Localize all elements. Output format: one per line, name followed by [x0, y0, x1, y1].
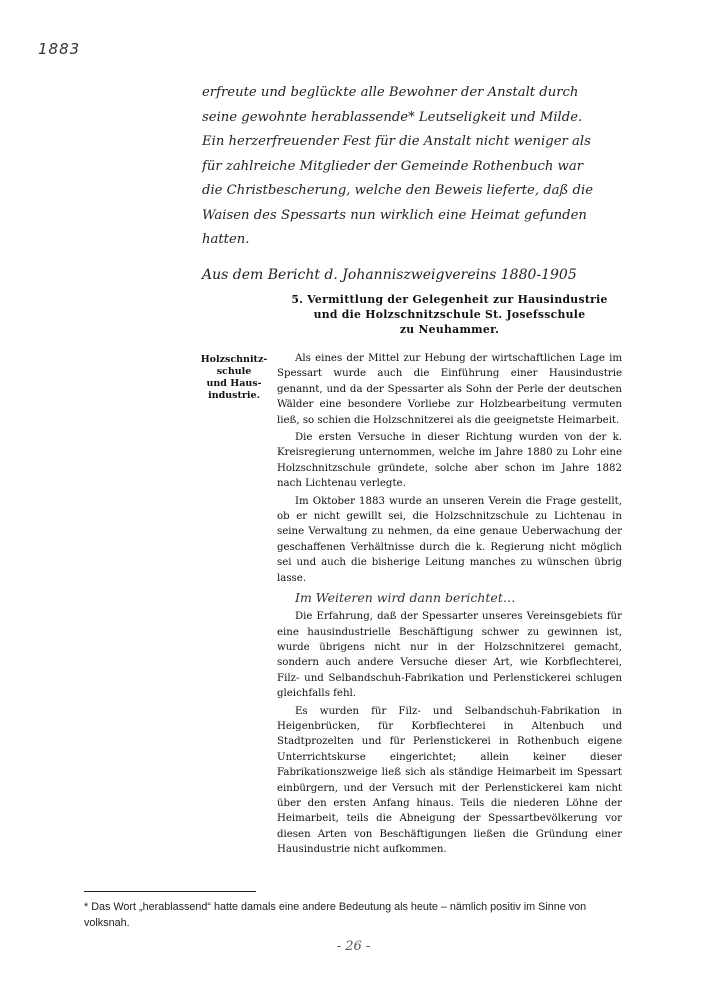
section-heading-line: und die Holzschnitzschule St. Josefsschule	[313, 308, 586, 321]
excerpt-paragraph: Die ersten Versuche in dieser Richtung wurden von der k. Kreisregierung unternommen, welche im Jahre 1880 zu Lohr eine Holzschnitzschule gründete, solche aber schon im Jahre 1882 nach Lichtenau verlegte.	[277, 432, 622, 490]
excerpt-paragraph: Als eines der Mittel zur Hebung der wirtschaftlichen Lage im Spessart wurde auch die Einführung einer Hausindustrie genannt, und da der Spessarter als Sohn der Perle der deutschen Wälder eine besondere Vorliebe zur Holzbearbeitung vermuten ließ, so schien die Holzschnitzerei als die geeignetste Heimarbeit.	[277, 353, 622, 426]
footnote-divider	[84, 891, 256, 892]
margin-note-line: schule	[216, 366, 252, 377]
margin-note-line: Holzschnitz-	[200, 354, 268, 365]
handwritten-line: erfreute und beglückte alle Bewohner der Anstalt durch	[202, 85, 579, 100]
handwritten-line: Ein herzerfreuender Fest für die Anstalt nicht weniger als	[202, 134, 591, 149]
handwritten-text	[202, 81, 622, 287]
year-header: 1883	[38, 40, 81, 58]
section-heading	[277, 292, 622, 337]
handwritten-line: für zahlreiche Mitglieder der Gemeinde Rothenbuch war	[202, 158, 583, 174]
handwritten-line: die Christbescherung, welche den Beweis lieferte, daß die	[202, 183, 594, 198]
excerpt-paragraph: Im Oktober 1883 wurde an unseren Verein die Frage gestellt, ob er nicht gewillt sei, die Holzschnitzschule zu Lichtenau in seine Verwaltung zu nehmen, da eine genaue Ueberwachung der geschaffenen Verhältnisse durch die k. Regierung nicht möglich sei und auch die bisherige Leitung manches zu wünschen übrig lasse.	[277, 495, 622, 584]
page-number: - 26 -	[336, 939, 371, 954]
margin-note	[199, 354, 269, 402]
handwritten-line: hatten.	[202, 232, 250, 247]
handwritten-line: seine gewohnte herablassende* Leutseligkeit und Milde.	[202, 109, 583, 125]
handwritten-line: Waisen des Spessarts nun wirklich eine Heimat gefunden	[202, 207, 587, 223]
excerpt-body	[277, 351, 622, 586]
source-caption: Aus dem Bericht d. Johanniszweigvereins 1880-1905	[202, 266, 577, 283]
scanned-excerpt	[200, 292, 623, 860]
margin-note-line: industrie.	[208, 390, 260, 401]
section-heading-line: 5. Vermittlung der Gelegenheit zur Hausindustrie	[291, 293, 608, 306]
excerpt-paragraph: Die Erfahrung, daß der Spessarter unseres Vereinsgebiets für eine hausindustrielle Beschäftigung schwer zu gewinnen ist, wurde übrigens nicht nur in der Holzschnitzerei gemacht, sondern auch andere Versuche dieser Art, wie Korbflechterei, Filz- und Selbandschuh-Fabrikation und Perlenstickerei schlugen gleichfalls fehl.	[277, 611, 622, 700]
section-heading-line: zu Neuhammer.	[399, 323, 500, 336]
handwritten-inline-note: Im Weiteren wird dann berichtet…	[295, 590, 516, 606]
footnote: * Das Wort „herablassend“ hatte damals eine andere Bedeutung als heute – nämlich positiv im Sinne von volksnah.	[84, 901, 587, 929]
excerpt-body-continued	[277, 609, 622, 858]
margin-note-line: und Haus-	[206, 378, 262, 389]
excerpt-paragraph: Es wurden für Filz- und Selbandschuh-Fabrikation in Heigenbrücken, für Korbflechterei in Altenbuch und Stadtprozelten und für Perlenstickerei in Rothenbuch eigene Unterrichtskurse eingerichtet; allein keiner dieser Fabrikationszweige ließ sich als ständige Heimarbeit im Spessart einbürgern, und der Versuch mit der Perlenstickerei kam nicht über den ersten Anfang hinaus. Teils die niederen Löhne der Heimarbeit, teils die Abneigung der Spessartbevölkerung vor diesen Arten von Beschäftigungen ließen die Gründung einer Hausindustrie nicht aufkommen.	[277, 705, 622, 856]
